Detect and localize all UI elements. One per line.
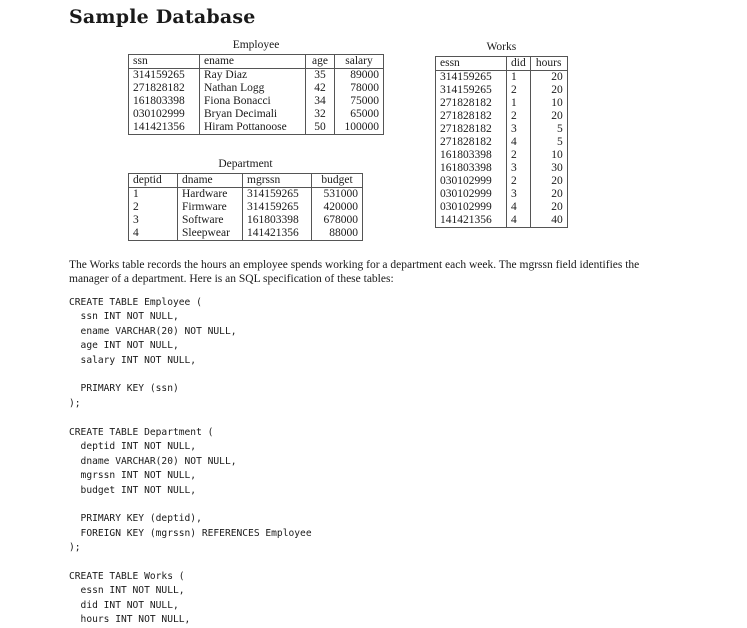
employee-table-caption: Employee — [232, 39, 280, 51]
table-cell: 271828182 — [129, 82, 200, 95]
table-header-row — [129, 55, 384, 69]
table-cell: 3 — [507, 162, 531, 175]
column-header: essn — [436, 57, 507, 71]
table-row — [129, 227, 363, 241]
table-cell: 20 — [530, 110, 567, 123]
table-cell: 314159265 — [243, 201, 312, 214]
table-cell: 88000 — [312, 227, 363, 241]
table-cell: 314159265 — [436, 71, 507, 85]
column-header: ename — [200, 55, 306, 69]
column-header: ssn — [129, 55, 200, 69]
table-row — [129, 188, 363, 202]
table-cell: 161803398 — [436, 149, 507, 162]
table-row — [436, 201, 568, 214]
column-header: salary — [335, 55, 384, 69]
table-cell: 420000 — [312, 201, 363, 214]
table-cell: 34 — [306, 95, 335, 108]
description-paragraph: The Works table records the hours an employee spends working for a department each week. The mgrssn field identifies the manager of a department. Here is an SQL specification of these tables: — [69, 259, 640, 285]
table-cell: 030102999 — [436, 175, 507, 188]
table-cell: 314159265 — [436, 84, 507, 97]
table-cell: 10 — [530, 97, 567, 110]
column-header: dname — [178, 174, 243, 188]
table-row — [129, 69, 384, 83]
table-row — [129, 214, 363, 227]
table-cell: 5 — [530, 123, 567, 136]
table-cell: 2 — [507, 84, 531, 97]
table-cell: Nathan Logg — [200, 82, 306, 95]
table-cell: 4 — [507, 214, 531, 228]
table-cell: 65000 — [335, 108, 384, 121]
employee-table — [128, 39, 384, 135]
table-cell: 1 — [507, 71, 531, 85]
works-table — [435, 41, 568, 228]
table-cell: Firmware — [178, 201, 243, 214]
table-cell: 030102999 — [436, 201, 507, 214]
table-cell: 3 — [507, 123, 531, 136]
table-cell: 3 — [507, 188, 531, 201]
department-table — [128, 158, 363, 241]
table-row — [436, 136, 568, 149]
sql-employee-code: CREATE TABLE Employee ( ssn INT NOT NULL, ename VARCHAR(20) NOT NULL, age INT NOT NULL, salary INT NOT NULL, PRIMARY KEY (ssn) ); — [69, 297, 237, 409]
table-cell: 4 — [129, 227, 178, 241]
column-header: deptid — [129, 174, 178, 188]
column-header: did — [507, 57, 531, 71]
table-row — [436, 84, 568, 97]
table-cell: 32 — [306, 108, 335, 121]
table-cell: 141421356 — [436, 214, 507, 228]
table-cell: 50 — [306, 121, 335, 135]
table-cell: Ray Diaz — [200, 69, 306, 83]
table-cell: 1 — [129, 188, 178, 202]
table-cell: 141421356 — [129, 121, 200, 135]
table-cell: 161803398 — [129, 95, 200, 108]
table-cell: 030102999 — [129, 108, 200, 121]
table-cell: 161803398 — [243, 214, 312, 227]
table-header-row — [129, 174, 363, 188]
column-header: mgrssn — [243, 174, 312, 188]
table-cell: 40 — [530, 214, 567, 228]
page-title: Sample Database — [69, 6, 256, 28]
table-cell: 30 — [530, 162, 567, 175]
table-cell: 10 — [530, 149, 567, 162]
table-cell: Bryan Decimali — [200, 108, 306, 121]
table-cell: 20 — [530, 84, 567, 97]
sql-department-code: CREATE TABLE Department ( deptid INT NOT NULL, dname VARCHAR(20) NOT NULL, mgrssn INT NOT NULL, budget INT NOT NULL, PRIMARY KEY (deptid), FOREIGN KEY (mgrssn) REFERENCES Employee ); — [69, 427, 312, 554]
table-cell: 42 — [306, 82, 335, 95]
table-cell: 4 — [507, 201, 531, 214]
table-cell: 2 — [507, 175, 531, 188]
table-cell: 2 — [129, 201, 178, 214]
table-row — [436, 149, 568, 162]
table-cell: 5 — [530, 136, 567, 149]
table-cell: 678000 — [312, 214, 363, 227]
sql-works-code: CREATE TABLE Works ( essn INT NOT NULL, did INT NOT NULL, hours INT NOT NULL, — [69, 571, 191, 626]
table-cell: Hardware — [178, 188, 243, 202]
table-cell: Hiram Pottanoose — [200, 121, 306, 135]
table-cell: 4 — [507, 136, 531, 149]
department-table-caption: Department — [218, 158, 273, 170]
table-row — [436, 110, 568, 123]
column-header: budget — [312, 174, 363, 188]
table-row — [436, 214, 568, 228]
table-cell: 75000 — [335, 95, 384, 108]
table-cell: 20 — [530, 71, 567, 85]
column-header: age — [306, 55, 335, 69]
works-table-caption: Works — [486, 41, 517, 53]
table-row — [436, 123, 568, 136]
table-cell: 161803398 — [436, 162, 507, 175]
table-cell: 314159265 — [243, 188, 312, 202]
table-row — [436, 162, 568, 175]
table-cell: 271828182 — [436, 97, 507, 110]
table-row — [436, 188, 568, 201]
table-row — [436, 71, 568, 85]
table-row — [129, 121, 384, 135]
table-cell: 20 — [530, 175, 567, 188]
table-row — [436, 175, 568, 188]
table-cell: 20 — [530, 188, 567, 201]
table-cell: 3 — [129, 214, 178, 227]
table-row — [129, 82, 384, 95]
table-row — [129, 95, 384, 108]
table-cell: 20 — [530, 201, 567, 214]
table-cell: 1 — [507, 97, 531, 110]
table-cell: 78000 — [335, 82, 384, 95]
table-cell: 141421356 — [243, 227, 312, 241]
table-cell: 271828182 — [436, 136, 507, 149]
table-cell: 314159265 — [129, 69, 200, 83]
table-cell: 89000 — [335, 69, 384, 83]
table-cell: 2 — [507, 110, 531, 123]
table-cell: Sleepwear — [178, 227, 243, 241]
table-cell: Software — [178, 214, 243, 227]
table-cell: 531000 — [312, 188, 363, 202]
table-cell: 271828182 — [436, 110, 507, 123]
column-header: hours — [530, 57, 567, 71]
table-cell: 2 — [507, 149, 531, 162]
table-cell: 100000 — [335, 121, 384, 135]
table-row — [129, 108, 384, 121]
table-cell: 35 — [306, 69, 335, 83]
table-header-row — [436, 57, 568, 71]
table-cell: 271828182 — [436, 123, 507, 136]
table-row — [436, 97, 568, 110]
table-cell: 030102999 — [436, 188, 507, 201]
table-cell: Fiona Bonacci — [200, 95, 306, 108]
table-row — [129, 201, 363, 214]
